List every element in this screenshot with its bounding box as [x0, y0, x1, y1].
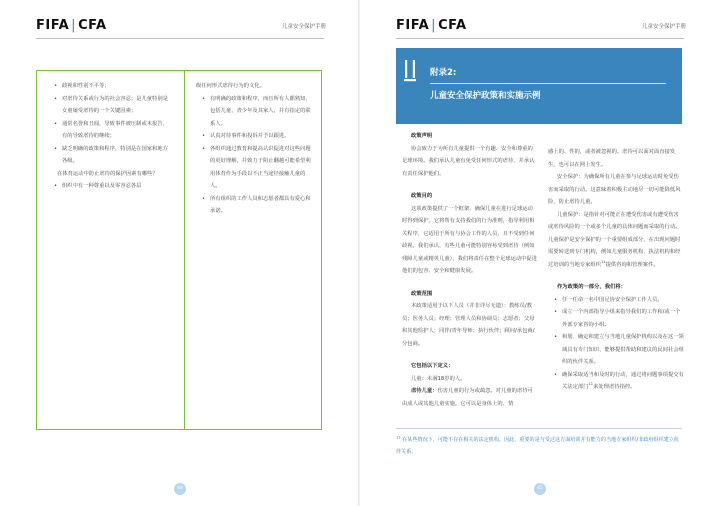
bullet-item [548, 369, 684, 394]
bullet-item [48, 180, 172, 193]
paragraph [402, 203, 538, 278]
paragraph [548, 171, 684, 209]
text: 来处理虐待指控。 [593, 384, 636, 390]
banner-subtitle: 儿童安全保护政策和实施示例 [430, 91, 541, 101]
spacer [402, 180, 538, 190]
spacer [402, 350, 538, 360]
bullet-item [196, 130, 314, 143]
text: 这项政策提供了一个框架，确保儿童在进行足球运动时得到保护。它将帮有支持我们的行为准则，指导利用相关程序，它适用于所有与协会工作的人员，且不受到任何歧视。我们承认，有些儿童可能特别容易受到虐待（例如残障儿童或精英儿童），我们将责任在整个足球运动中促进他们的包容、安全和健康发展。 [402, 205, 538, 274]
banner-title: 附录2: [430, 68, 457, 78]
text: 歧视和性别不平等； [62, 83, 110, 89]
right-page [360, 0, 720, 506]
spacer [402, 278, 538, 288]
text: 安全保护：为确保所有儿童在参与足球运动时免受伤害而采取的行动。这意味着积极主动地尽一切可能降低风险，防止虐待儿童。 [548, 174, 681, 205]
text: 协会致力于为所有儿童提供一个有趣、安全和尊重的足球环境。我们承认儿童有免受任何形式的虐待，并承认有责任保护他们。 [402, 145, 535, 177]
paragraph [402, 300, 538, 350]
header-rule [36, 38, 324, 39]
footnote-ref: 11 [600, 259, 606, 264]
bullet-item [196, 93, 314, 131]
paragraph [548, 209, 684, 272]
running-title: 儿童安全保护手册 [282, 24, 327, 30]
text: 组织中有一种尊重以及零容忍各层 [62, 183, 142, 189]
section-heading [402, 288, 538, 301]
text: 确保采取适当和及时的行动，通过将问题事项提交有关法定部门 [562, 371, 684, 390]
banner-line [430, 83, 666, 84]
paragraph [402, 385, 538, 410]
running-title: 儿童安全保护手册 [642, 24, 687, 30]
text: 级任何形式虐待行为的文化。 [196, 83, 265, 89]
text: 它包括以下定义： [411, 363, 454, 369]
bullet-item [548, 294, 684, 307]
text: 儿童保护：是指针对可能正在遭受伤害或有遭受伤害或虐待风险的一个或多个儿童的具体问题而采取的行动。儿童保护是安全保护的一个重要组成部分，在出现问题时需要转送到专门机构，例如儿童服务机构、执法机构和经过培训的当地专家组织 [548, 211, 681, 268]
section-heading [548, 281, 684, 294]
right-column-2 [548, 146, 684, 394]
text: 儿童：未满18岁的人。 [411, 375, 466, 382]
text: 缺乏明确的政策和程序，特别是在国家和地方各级。 [62, 145, 168, 164]
footnote-rule [396, 428, 682, 429]
left-column-1 [48, 80, 172, 193]
section-heading [402, 360, 538, 373]
paragraph [48, 168, 172, 181]
bullet-item [48, 143, 172, 168]
text: 政策目的 [411, 193, 433, 199]
page-number: 45 [534, 483, 546, 495]
text: 和划、确定和建立与当地儿童保护机构以及在这一领域具有专门知识、能够提供帮助和建议的民间社会组织的伙伴关系。 [562, 334, 684, 365]
text: 提供咨询和管理案件。 [605, 261, 659, 268]
section-heading [402, 130, 538, 143]
appendix-banner [396, 48, 682, 124]
text: 政策范围 [411, 290, 433, 297]
left-column-2 [196, 80, 314, 218]
right-column-1 [402, 130, 538, 410]
page-number: 44 [174, 483, 186, 495]
bullet-item [548, 306, 684, 331]
text: 政策声明 [411, 133, 433, 139]
text: 各组织通过教育和提高认识促进对这些问题的更好理解，并致力于阻止翻越可能希望利用体育作为手段以不正当途径接触儿童的人。 [210, 145, 311, 189]
bullet-item [548, 331, 684, 369]
fifa-cfa-logo: FIFA | CFA [396, 18, 467, 33]
bullet-item [48, 118, 172, 143]
text: 本政策适用于以下人员（并非详尽无遗）：教练员/教员；医务人员；经理；管理人员和协调员；志愿者；父母和其他监护人；同伴/青年导师；执行伙伴；顾问/承包商/分包商。 [402, 303, 535, 347]
text: 所有组织的工作人员和志愿者都具有爱心和承诺。 [210, 195, 311, 214]
green-box-divider [184, 70, 185, 430]
text: 认真对待事件和投诉并予以跟进。 [210, 133, 290, 139]
text: 任一任命一名中国足协安全保护工作人员。 [562, 296, 663, 303]
paragraph [402, 373, 538, 386]
bullet-item [196, 143, 314, 193]
bullet-item [196, 193, 314, 218]
bullet-item [48, 93, 172, 118]
term-label: 虐待儿童： [411, 388, 438, 394]
text: 通常名誉和丑闻，导致事件被压制或未报告，有的导致虐待的继续； [62, 120, 168, 139]
paragraph [196, 80, 314, 93]
text: 有明确的政策和程序，而且所有人都熟知，包括儿童、青少年及其家人，并有指定的联系人。 [210, 95, 311, 127]
text: 伤害儿童的行为或疏忽。对儿童的虐待可由成人或其他儿童实施。它可以是身体上的、情 [402, 388, 533, 407]
spacer [548, 271, 684, 281]
paragraph [402, 143, 538, 181]
text: 在体育运动中防止虐待的保护因素有哪些？ [57, 170, 158, 177]
text: 成立一个内部指导小组来指导我们的工作和/或一个外部专家咨询小组。 [562, 309, 681, 328]
paragraph [548, 146, 684, 171]
footnote-ref: 11 [588, 382, 594, 387]
header-rule [396, 38, 684, 39]
section-heading [402, 190, 538, 203]
bookmark-icon [404, 60, 416, 82]
text: 感上的、性的，或者被忽视的。虐待可以面对面直接发生，也可以在网上发生。 [548, 149, 676, 168]
fifa-cfa-logo: FIFA | CFA [36, 18, 107, 33]
text: 作为政策的一部分，我们将： [557, 284, 626, 290]
footnote: $^{11}$ 在某些情况下，可能不存在相关的法定机构。因此，重要的是与受过这方面培训并有能力的当地专家组织/非政府组织建立伙伴关系。 [396, 435, 679, 455]
text: 对虐待关系或行为的社会容忍；是儿童特别是女童屡受虐待的一个关键因素； [62, 95, 168, 114]
bullet-item [48, 80, 172, 93]
